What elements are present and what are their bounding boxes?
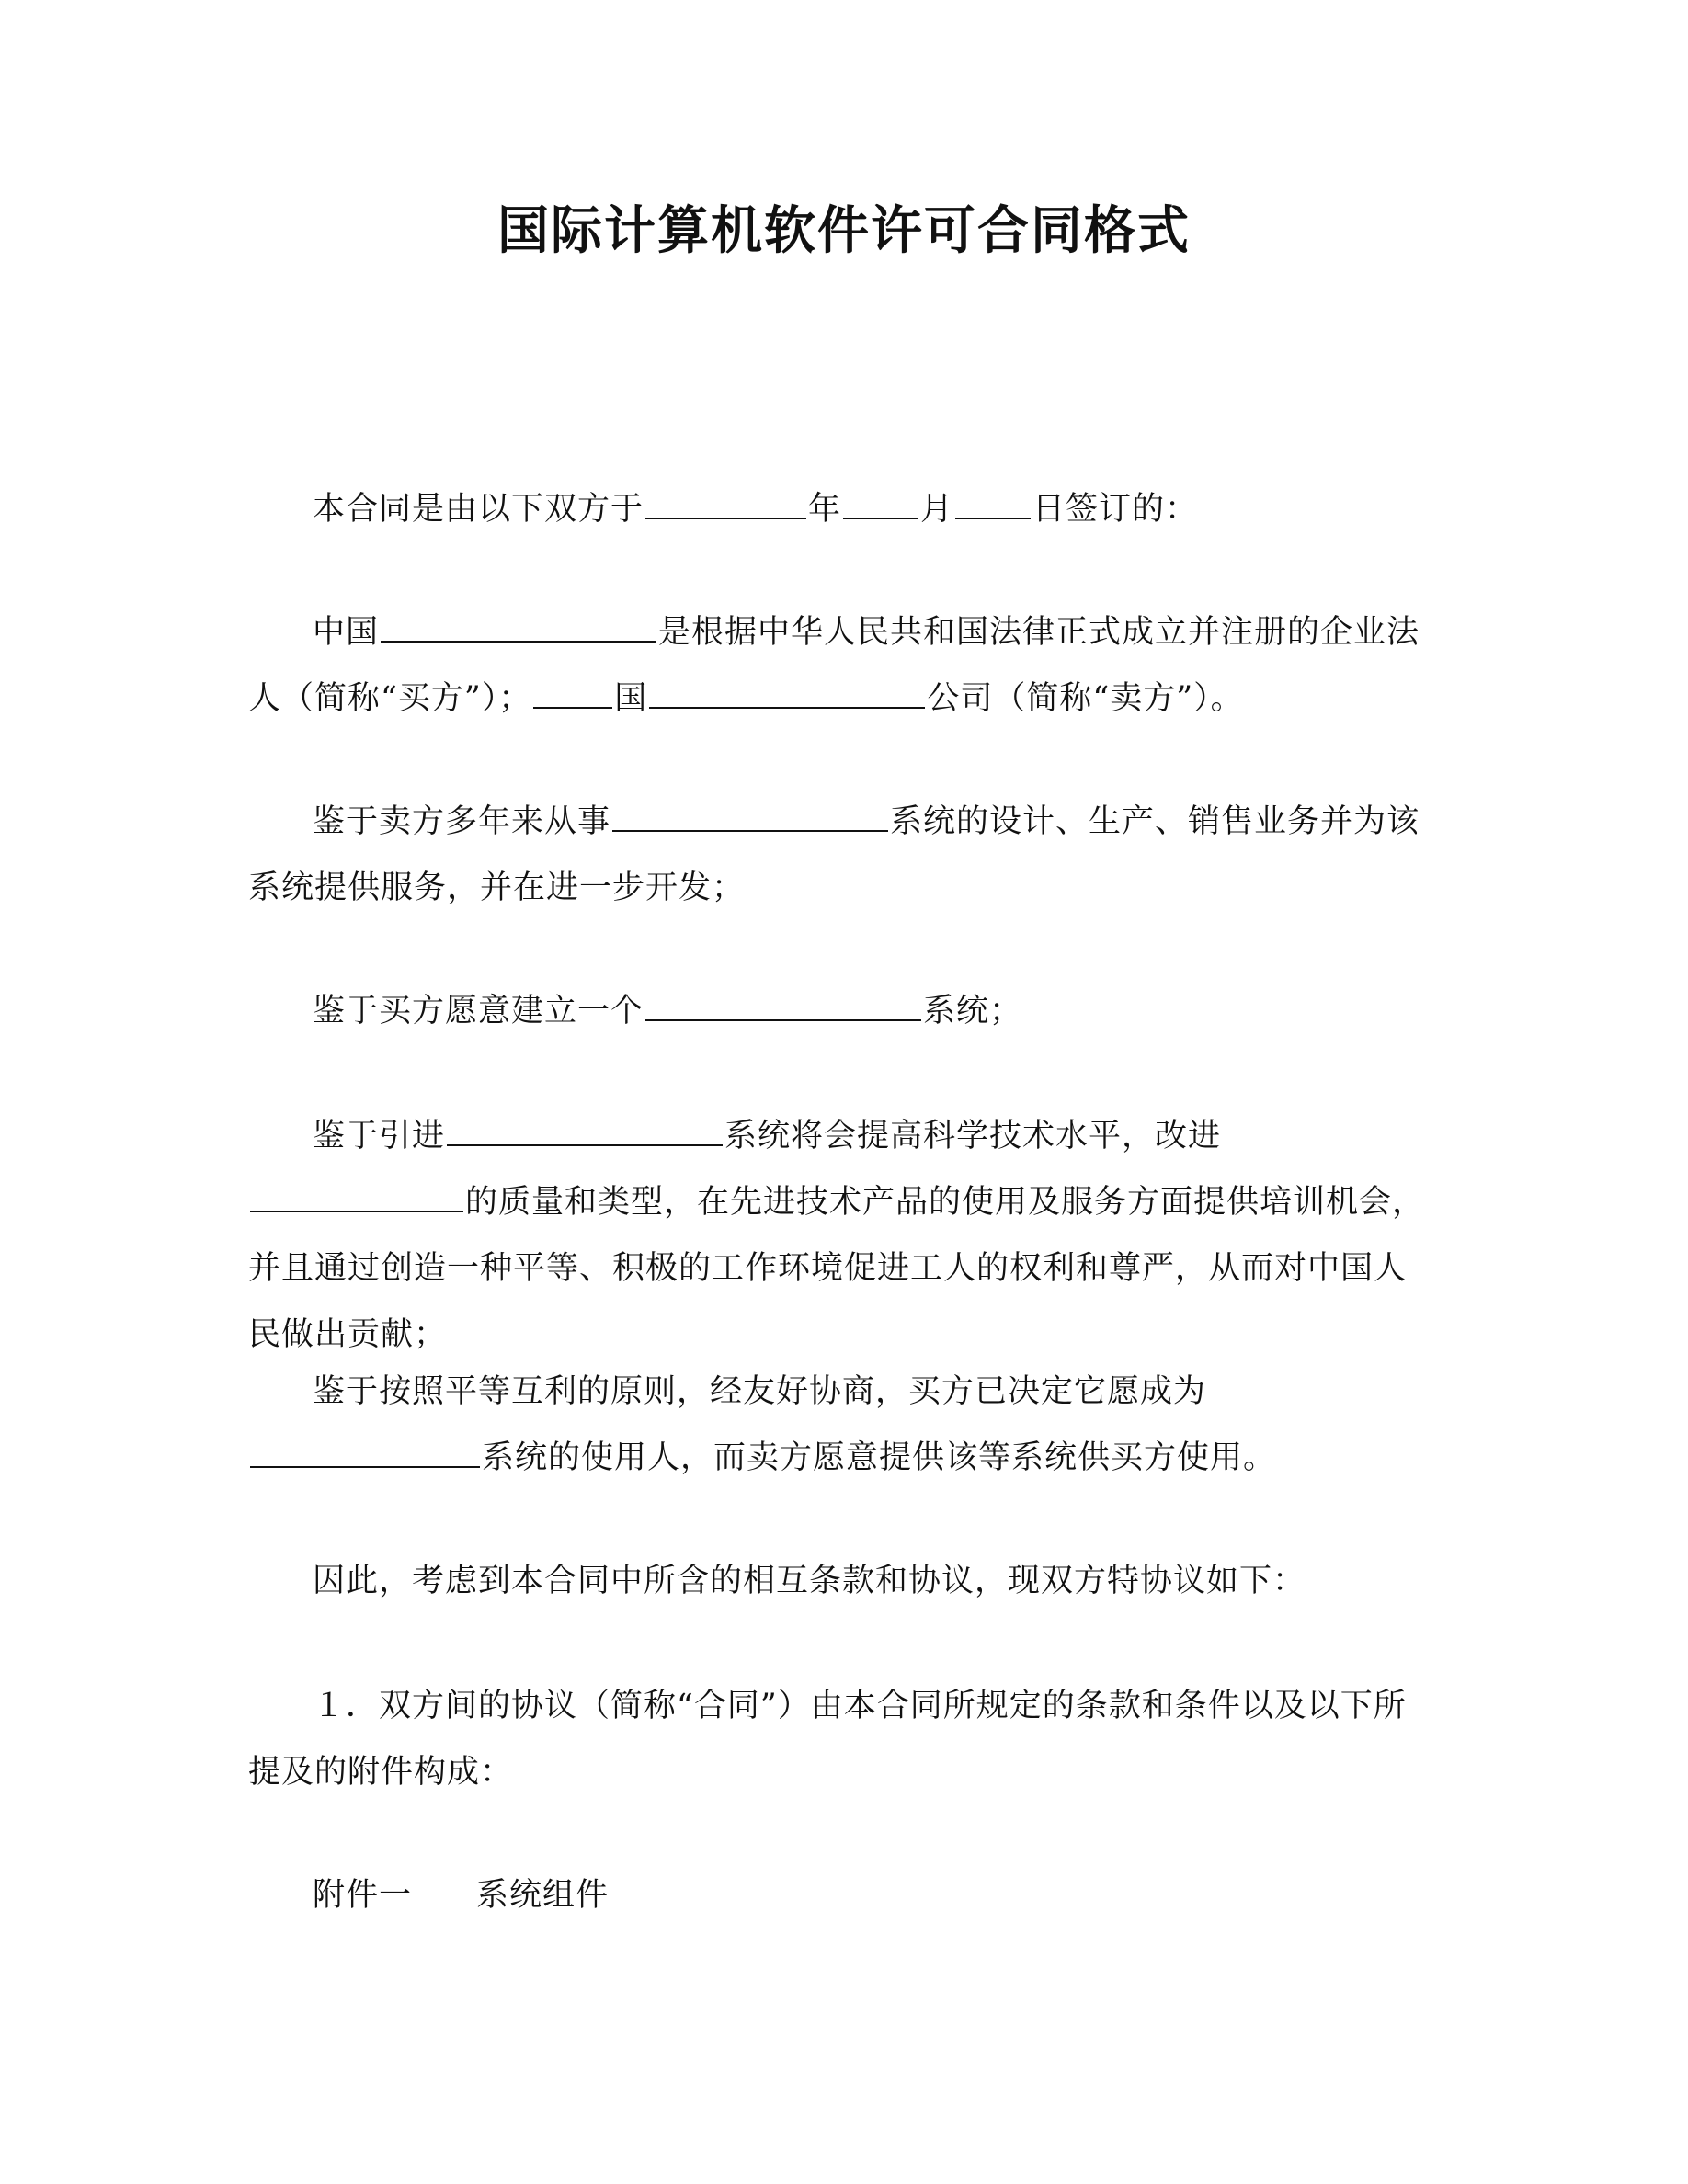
text: 日签订的： [1032, 491, 1199, 528]
text: 中国 [313, 614, 380, 651]
text: １．双方间的协议（简称“合同”）由本合同所规定的条款和条件以及以下所提及的附件构成： [248, 1688, 1407, 1791]
text: 是根据中华人民共和国法律正式成立并注册的企业法人（简称“买方”）； [248, 614, 1420, 717]
text: 公司（简称“卖方”）。 [927, 680, 1244, 717]
text: 鉴于引进 [313, 1118, 446, 1155]
text: 系统的设计、生产、销售业务并为该系统提供服务，并在进一步开发； [248, 803, 1420, 906]
paragraph-whereas-introduction [248, 1103, 1434, 1368]
text: 年 [808, 491, 842, 528]
blank-year [645, 486, 806, 519]
paragraph-whereas-buyer [248, 978, 1434, 1044]
document-title: 国际计算机软件许可合同格式 [497, 201, 1191, 261]
blank-system-name [250, 1435, 480, 1468]
paragraph-clause-1 [248, 1673, 1434, 1805]
text: 系统； [923, 993, 1023, 1029]
text: 月 [920, 491, 954, 528]
paragraph-whereas-seller [248, 789, 1434, 921]
annex-label: 附件一 [313, 1877, 413, 1914]
paragraph-signing-date [248, 476, 1434, 542]
annex-title: 系统组件 [476, 1877, 610, 1914]
paragraph-whereas-user [248, 1359, 1434, 1491]
blank-system-name [447, 1113, 723, 1146]
text: 因此，考虑到本合同中所含的相互条款和协议，现双方特协议如下： [313, 1563, 1306, 1599]
blank-day [955, 486, 1031, 519]
paragraph-therefore [248, 1548, 1434, 1614]
blank-seller-company [649, 676, 925, 709]
blank-system-name [612, 799, 888, 832]
blank-seller-country [533, 676, 612, 709]
blank-month [843, 486, 918, 519]
text: 系统的使用人，而卖方愿意提供该等系统供买方使用。 [482, 1439, 1277, 1476]
text: 鉴于按照平等互利的原则，经友好协商，买方已决定它愿成为 [313, 1373, 1207, 1410]
blank-system-name [645, 988, 921, 1021]
text: 的质量和类型，在先进技术产品的使用及服务方面提供培训机会，并且通过创造一种平等、积极的工作环境促进工人的权利和尊严，从而对中国人民做出贡献； [248, 1184, 1426, 1353]
text: 本合同是由以下双方于 [313, 491, 644, 528]
text: 鉴于卖方多年来从事 [313, 803, 611, 840]
paragraph-parties [248, 599, 1434, 732]
paragraph-annex-1 [248, 1862, 1434, 1928]
blank-buyer-name [381, 609, 656, 643]
text: 国 [614, 680, 648, 717]
blank-product-name [250, 1179, 463, 1212]
text: 系统将会提高科学技术水平，改进 [724, 1118, 1222, 1155]
text: 鉴于买方愿意建立一个 [313, 993, 644, 1029]
